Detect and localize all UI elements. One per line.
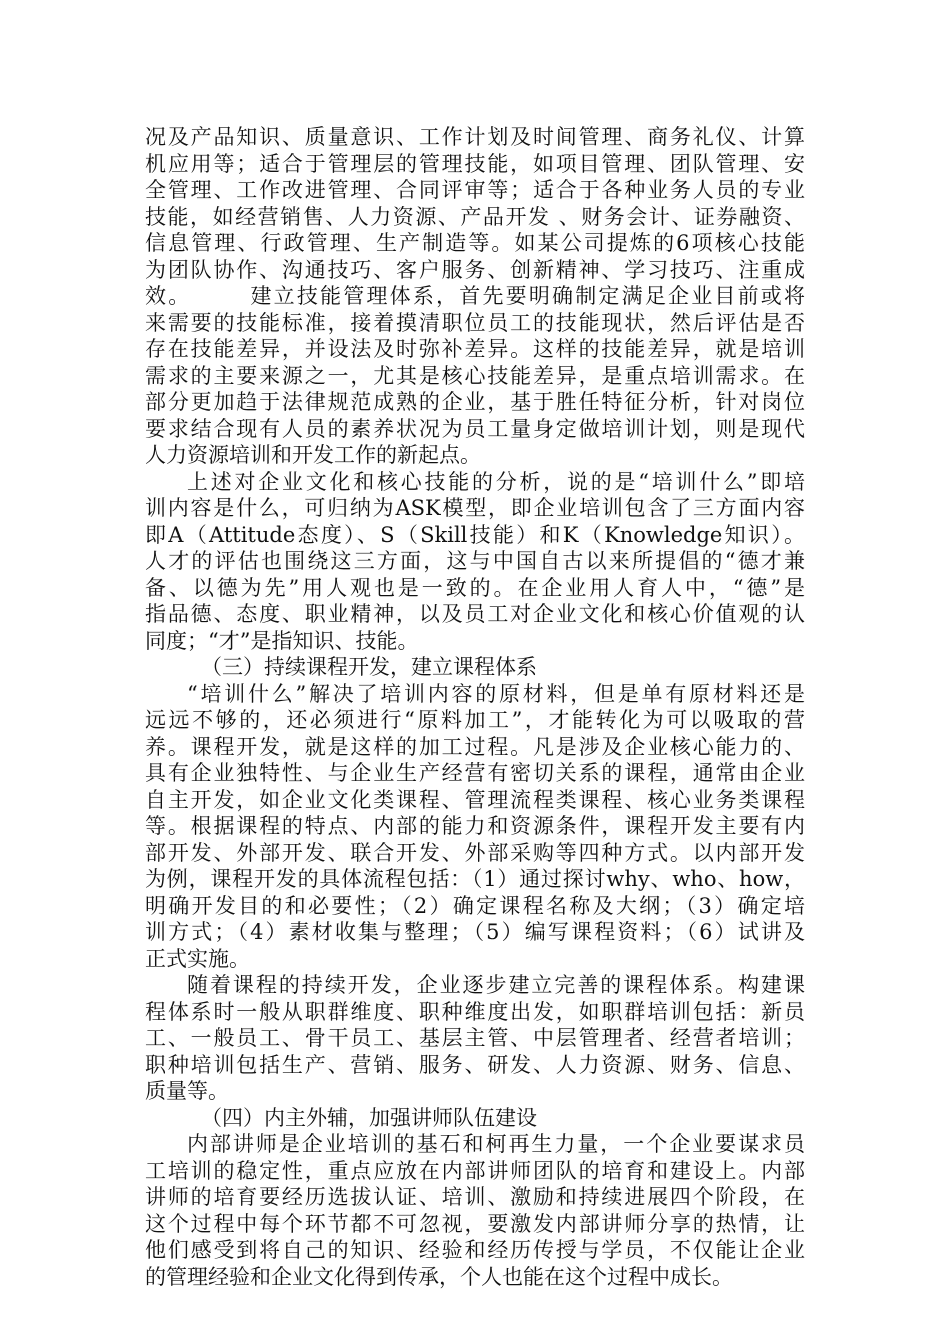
text-line: 即A（Attitude态度）、S（Skill技能）和K（Knowledge知识）。 bbox=[145, 522, 805, 547]
text-line: 内部讲师是企业培训的基石和柯再生力量，一个企业要谋求员 bbox=[187, 1132, 805, 1156]
text-line: 工、一般员工、骨干员工、基层主管、中层管理者、经营者培训； bbox=[145, 1026, 805, 1050]
text-line: 具有企业独特性、与企业生产经营有密切关系的课程，通常由企业 bbox=[145, 761, 805, 785]
text-line: 全管理、工作改进管理、合同评审等；适合于各种业务人员的专业 bbox=[145, 178, 805, 202]
text-line: 为例，课程开发的具体流程包括：（1）通过探讨why、who、how， bbox=[145, 867, 805, 891]
text-line: “培训什么”解决了培训内容的原材料，但是单有原材料还是 bbox=[187, 681, 805, 706]
text-line: 备、以德为先”用人观也是一致的。在企业用人育人中，“德”是 bbox=[145, 575, 805, 600]
text-line: 技能，如经营销售、人力资源、产品开发 、财务会计、证券融资、 bbox=[145, 204, 805, 229]
text-line: 为团队协作、沟通技巧、客户服务、创新精神、学习技巧、注重成 bbox=[145, 257, 805, 282]
text-line: 正式实施。 bbox=[145, 946, 250, 971]
section-heading: （四）内主外辅，加强讲师队伍建设 bbox=[201, 1105, 537, 1130]
text-line: 要求结合现有人员的素养状况为员工量身定做培训计划，则是现代 bbox=[145, 416, 805, 441]
text-line: 自主开发，如企业文化类课程、管理流程类课程、核心业务类课程 bbox=[145, 787, 805, 812]
text-line: 训方式；（4）素材收集与整理；（5）编写课程资料；（6）试讲及 bbox=[145, 920, 805, 944]
text-line: 部开发、外部开发、联合开发、外部采购等四种方式。以内部开发 bbox=[145, 840, 805, 865]
text-line: 人力资源培训和开发工作的新起点。 bbox=[145, 443, 481, 467]
document-body bbox=[145, 124, 805, 1290]
text-line: 同度；“才”是指知识、技能。 bbox=[145, 628, 419, 653]
text-line: 来需要的技能标准，接着摸清职位员工的技能现状，然后评估是否 bbox=[145, 310, 805, 335]
text-line: 随着课程的持续开发，企业逐步建立完善的课程体系。构建课 bbox=[187, 973, 805, 997]
text-line: 这个过程中每个环节都不可忽视，要激发内部讲师分享的热情，让 bbox=[145, 1211, 805, 1236]
text-line: 部分更加趋于法律规范成熟的企业，基于胜任特征分析，针对岗位 bbox=[145, 390, 805, 414]
text-line: 程体系时一般从职群维度、职种维度出发，如职群培训包括：新员 bbox=[145, 999, 805, 1024]
text-line: 训内容是什么，可归纳为ASK模型，即企业培训包含了三方面内容 bbox=[145, 496, 805, 520]
text-line: 质量等。 bbox=[145, 1079, 229, 1103]
text-line: 效。 建立技能管理体系，首先要明确制定满足企业目前或将 bbox=[145, 284, 805, 308]
text-line: 况及产品知识、质量意识、工作计划及时间管理、商务礼仪、计算 bbox=[145, 125, 805, 149]
text-line: 信息管理、行政管理、生产制造等。如某公司提炼的6项核心技能 bbox=[145, 231, 805, 255]
text-line: 明确开发目的和必要性；（2）确定课程名称及大纲；（3）确定培 bbox=[145, 893, 805, 918]
section-heading: （三）持续课程开发，建立课程体系 bbox=[201, 655, 537, 679]
text-line: 远远不够的，还必须进行“原料加工”，才能转化为可以吸取的营 bbox=[145, 708, 805, 732]
text-line: 他们感受到将自己的知识、经验和经历传授与学员，不仅能让企业 bbox=[145, 1238, 805, 1262]
text-line: 讲师的培育要经历选拔认证、培训、激励和持续进展四个阶段，在 bbox=[145, 1185, 805, 1209]
text-line: 指品德、态度、职业精神，以及员工对企业文化和核心价值观的认 bbox=[145, 602, 805, 626]
text-line: 养。课程开发，就是这样的加工过程。凡是涉及企业核心能力的、 bbox=[145, 734, 805, 759]
text-line: 人才的评估也围绕这三方面，这与中国自古以来所提倡的“德才兼 bbox=[145, 549, 805, 573]
text-line: 需求的主要来源之一，尤其是核心技能差异，是重点培训需求。在 bbox=[145, 363, 805, 388]
text-line: 存在技能差异，并设法及时弥补差异。这样的技能差异，就是培训 bbox=[145, 337, 805, 361]
text-line: 上述对企业文化和核心技能的分析，说的是“培训什么”即培 bbox=[187, 469, 805, 494]
text-line: 机应用等；适合于管理层的管理技能，如项目管理、团队管理、安 bbox=[145, 151, 805, 176]
text-line: 等。根据课程的特点、内部的能力和资源条件，课程开发主要有内 bbox=[145, 814, 805, 838]
text-line: 职种培训包括生产、营销、服务、研发、人力资源、财务、信息、 bbox=[145, 1052, 805, 1077]
text-line: 的管理经验和企业文化得到传承，个人也能在这个过程中成长。 bbox=[145, 1264, 733, 1289]
text-line: 工培训的稳定性，重点应放在内部讲师团队的培育和建设上。内部 bbox=[145, 1158, 805, 1183]
